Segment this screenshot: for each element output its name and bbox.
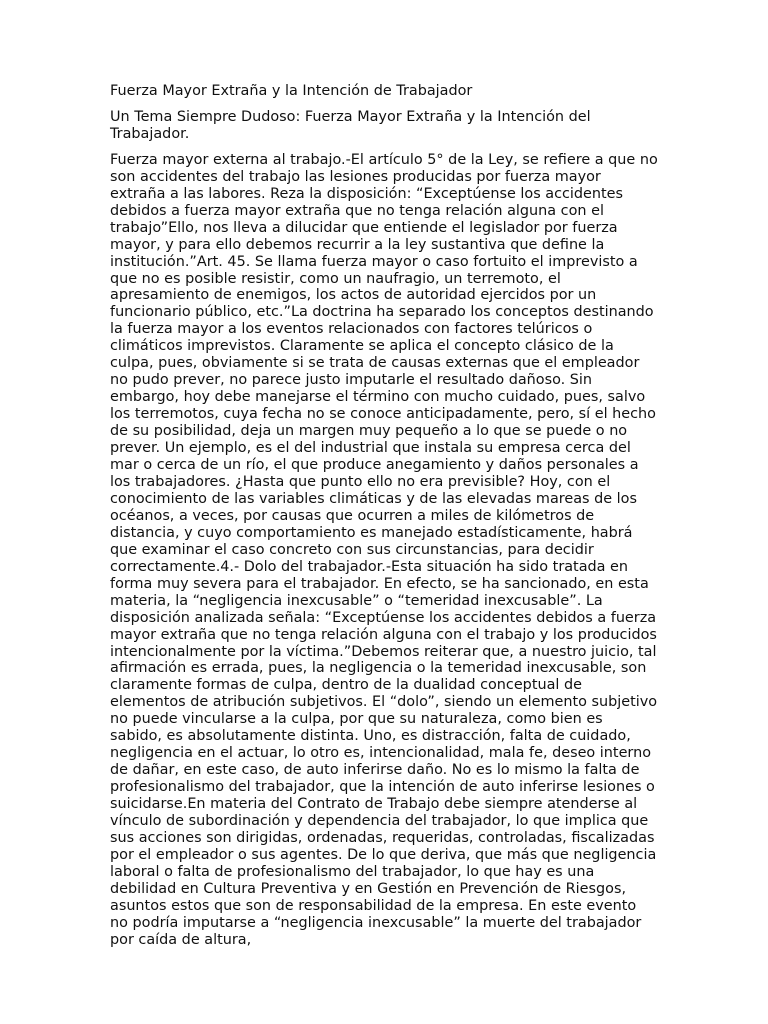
- document-title: Fuerza Mayor Extraña y la Intención de Trabajador: [110, 83, 473, 99]
- document-subtitle: Un Tema Siempre Dudoso: Fuerza Mayor Extraña y la Intención del Trabajador.: [110, 108, 591, 142]
- document-body-paragraph: Fuerza mayor externa al trabajo.-El artículo 5° de la Ley, se refiere a que no son accidentes del trabajo las lesiones producidas por fuerza mayor extraña a las labores. Reza la disposición: “Exceptúense los accidentes debidos a fuerza mayor extraña que no tenga relación alguna con el trabajo”Ello, nos lleva a dilucidar que entiende el legislador por fuerza mayor, y para ello debemos recurrir a la ley sustantiva que define la institución.”Art. 45. Se llama fuerza mayor o caso fortuito el imprevisto a que no es posible resistir, como un naufragio, un terremoto, el apresamiento de enemigos, los actos de autoridad ejercidos por un funcionario público, etc.”La doctrina ha separado los conceptos destinando la fuerza mayor a los eventos relacionados con factores telúricos o climáticos imprevistos. Claramente se aplica el concepto clásico de la culpa, pues, obviamente si se trata de causas externas que el empleador no pudo prever, no parece justo imputarle el resultado dañoso. Sin embargo, hoy debe manejarse el término con mucho cuidado, pues, salvo los terremotos, cuya fecha no se conoce anticipadamente, pero, sí el hecho de su posibilidad, deja un margen muy pequeño a lo que se puede o no prever. Un ejemplo, es el del industrial que instala su empresa cerca del mar o cerca de un río, el que produce anegamiento y daños personales a los trabajadores. ¿Hasta que punto ello no era previsible? Hoy, con el conocimiento de las variables climáticas y de las elevadas mareas de los océanos, a veces, por causas que ocurren a miles de kilómetros de distancia, y cuyo comportamiento es manejado estadísticamente, habrá que examinar el caso concreto con sus circunstancias, para decidir correctamente.4.- Dolo del trabajador.-Esta situación ha sido tratada en forma muy severa para el trabajador. En efecto, se ha sancionado, en esta materia, la “negligencia inexcusable” o “temeridad inexcusable”. La disposición analizada señala: “Exceptúense los accidentes debidos a fuerza mayor extraña que no tenga relación alguna con el trabajo y los producidos intencionalmente por la víctima.”Debemos reiterar que, a nuestro juicio, tal afirmación es errada, pues, la negligencia o la temeridad inexcusable, son claramente formas de culpa, dentro de la dualidad conceptual de elementos de atribución subjetivos. El “dolo”, siendo un elemento subjetivo no puede vincularse a la culpa, por que su naturaleza, como bien es sabido, es absolutamente distinta. Uno, es distracción, falta de cuidado, negligencia en el actuar, lo otro es, intencionalidad, mala fe, deseo interno de dañar, en este caso, de auto inferirse daño. No es lo mismo la falta de profesionalismo del trabajador, que la intención de auto inferirse lesiones o suicidarse.En materia del Contrato de Trabajo debe siempre atenderse al vínculo de subordinación y dependencia del trabajador, lo que implica que sus acciones son dirigidas, ordenadas, requeridas, controladas, fiscalizadas por el empleador o sus agentes. De lo que deriva, que más que negligencia laboral o falta de profesionalismo del trabajador, lo que hay es una debilidad en Cultura Preventiva y en Gestión en Prevención de Riesgos, asuntos estos que son de responsabilidad de la empresa. En este evento no podría imputarse a “negligencia inexcusable” la muerte del trabajador por caída de altura,: [110, 151, 658, 948]
- document-content: [110, 83, 658, 949]
